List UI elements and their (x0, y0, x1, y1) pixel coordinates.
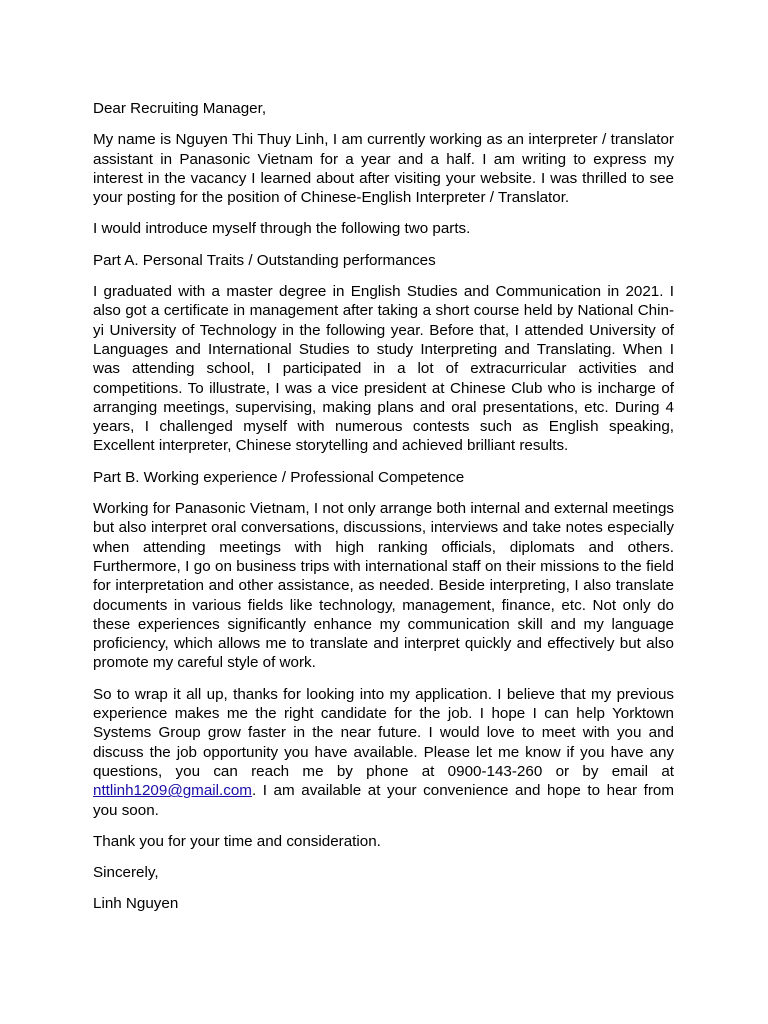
cover-letter (93, 99, 674, 926)
part-a-heading: Part A. Personal Traits / Outstanding performances (93, 251, 436, 269)
closing-text-after-email: . I am available at your convenience and hope to hear from you soon. (93, 782, 674, 819)
thanks-line: Thank you for your time and consideration. (93, 832, 381, 850)
signoff: Sincerely, (93, 864, 159, 882)
part-b-heading: Part B. Working experience / Professional Competence (93, 468, 465, 486)
salutation: Dear Recruiting Manager, (93, 100, 267, 117)
part-b-paragraph: Working for Panasonic Vietnam, I not only arrange both internal and external meetings but also interpret oral conversations, discussions, interviews and take notes especially when attending meetings with high ranking officials, diplomats and others. Furthermore, I go on business trips with international staff on their missions to the field for interpretation and other assistance, as needed. Beside interpreting, I also translate documents in various fields like technology, management, finance, etc. Not only do these experiences significantly enhance my communication skill and my language proficiency, which allows me to translate and interpret quickly and effectively but also promote my careful style of work. (93, 500, 674, 672)
signature-name: Linh Nguyen (93, 895, 179, 913)
email-link[interactable]: nttlinh1209@gmail.com (93, 782, 252, 800)
overview-paragraph: I would introduce myself through the following two parts. (93, 220, 471, 238)
part-a-paragraph: I graduated with a master degree in English Studies and Communication in 2021. I also got a certificate in management after taking a short course held by National Chin-yi University of Technology in the following year. Before that, I attended University of Languages and International Studies to study Interpreting and Translating. When I was attending school, I participated in a lot of extracurricular activities and competitions. To illustrate, I was a vice president at Chinese Club who is incharge of arranging meetings, supervising, making plans and oral presentations, etc. During 4 years, I challenged myself with numerous contests such as English speaking, Excellent interpreter, Chinese storytelling and achieved brilliant results. (93, 283, 674, 455)
closing-text-before-email: So to wrap it all up, thanks for looking into my application. I believe that my previous experience makes me the right candidate for the job. I hope I can help Yorktown Systems Group grow faster in the near future. I would love to meet with you and discuss the job opportunity you have available. Please let me know if you have any questions, you can reach me by phone at 0900-143-260 or by email at (93, 685, 674, 780)
closing-paragraph (93, 685, 674, 820)
intro-paragraph: My name is Nguyen Thi Thuy Linh, I am currently working as an interpreter / translator assistant in Panasonic Vietnam for a year and a half. I am writing to express my interest in the vacancy I learned about after visiting your website. I was thrilled to see your posting for the position of Chinese-English Interpreter / Translator. (93, 131, 674, 207)
